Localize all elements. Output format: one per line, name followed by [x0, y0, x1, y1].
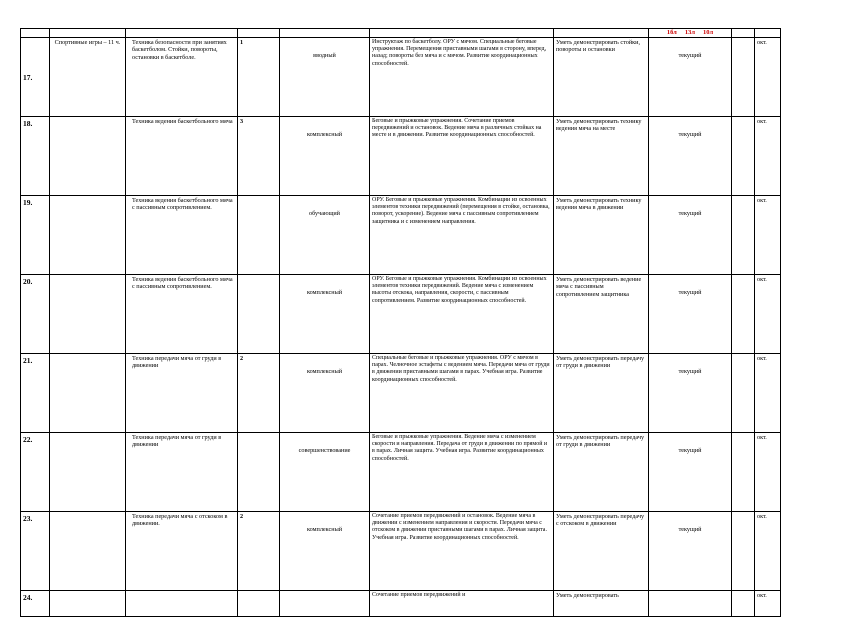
- table-row: [21, 591, 781, 617]
- skills-cell: Уметь демонстрировать технику ведения мяча на месте: [554, 117, 649, 196]
- topic-cell: Техника безопасности при занятиях баскетболом. Стойки, повороты, остановки в баскетболе.: [126, 38, 238, 117]
- table-row: [21, 38, 781, 117]
- topic-cell: Техника ведения баскетбольного мяча: [126, 117, 238, 196]
- skills-cell: Уметь демонстрировать ведение мяча с пассивным сопротивлением защитника: [554, 275, 649, 354]
- date-cell: окт.: [755, 117, 781, 196]
- grade-marks: [649, 29, 732, 38]
- date-cell: окт.: [755, 433, 781, 512]
- row-number: 20.: [21, 275, 50, 354]
- row-number: 24.: [21, 591, 50, 617]
- hours-cell: [238, 591, 280, 617]
- lesson-type-cell: вводный: [280, 38, 370, 117]
- topic-cell: Техника передачи мяча от груди в движении: [126, 433, 238, 512]
- lesson-type-cell: комплексный: [280, 512, 370, 591]
- control-type-cell: текущий: [649, 275, 732, 354]
- skills-cell: Уметь демонстрировать передачу от груди в движении: [554, 433, 649, 512]
- row-number: 17.: [21, 38, 50, 117]
- section-cell: [50, 275, 126, 354]
- content-cell: Беговые и прыжковые упражнения. Сочетание приемов передвижений и остановок. Ведение мяча в различных стойках на месте и в движении. Развитие координационных способностей.: [370, 117, 554, 196]
- skills-cell: Уметь демонстрировать технику ведения мяча в движении: [554, 196, 649, 275]
- empty-cell: [732, 354, 755, 433]
- topic-cell: Техника ведения баскетбольного мяча с пассивным сопротивлением.: [126, 275, 238, 354]
- empty-cell: [732, 117, 755, 196]
- section-cell: Спортивные игры – 11 ч.: [50, 38, 126, 117]
- section-cell: [50, 354, 126, 433]
- control-type-cell: текущий: [649, 354, 732, 433]
- control-type-cell: текущий: [649, 196, 732, 275]
- date-cell: окт.: [755, 591, 781, 617]
- table-row: [21, 433, 781, 512]
- empty-cell: [732, 196, 755, 275]
- row-number: 18.: [21, 117, 50, 196]
- lesson-type-cell: комплексный: [280, 354, 370, 433]
- lesson-plan-table: [20, 28, 781, 617]
- topic-cell: Техника ведения баскетбольного мяча с пассивным сопротивлением.: [126, 196, 238, 275]
- date-cell: окт.: [755, 196, 781, 275]
- content-cell: ОРУ. Беговые и прыжковые упражнения. Комбинации из освоенных элементов техники передвижений (перемещения в стойке, остановка, поворот, ускорение). Ведение мяча с пассивным сопротивлением защитника и с изменением направления.: [370, 196, 554, 275]
- section-cell: [50, 196, 126, 275]
- section-cell: [50, 591, 126, 617]
- content-cell: Беговые и прыжковые упражнения. Ведение мяча с изменением скорости и направления. Передача от груди в движении по прямой и в парах. Личная защита. Учебная игра. Развитие координационных способностей.: [370, 433, 554, 512]
- content-cell: ОРУ. Беговые и прыжковые упражнения. Комбинации из освоенных элементов техники передвижений. Ведение мяча с изменением высоты отскока, направления, скорости, с пассивным сопротивлением. Развитие координационных способностей.: [370, 275, 554, 354]
- control-type-cell: текущий: [649, 512, 732, 591]
- lesson-type-cell: совершенствование: [280, 433, 370, 512]
- empty-cell: [732, 433, 755, 512]
- skills-cell: Уметь демонстрировать стойки, повороты и остановки: [554, 38, 649, 117]
- content-cell: Инструктаж по баскетболу. ОРУ с мячом. Специальные беговые упражнения. Перемещения приставными шагами в сторону, вперед, назад; повороты без мяча и с мячом. Развитие координационных способностей.: [370, 38, 554, 117]
- hours-cell: 1: [238, 38, 280, 117]
- mark-2: 13л: [684, 29, 695, 36]
- hours-cell: [238, 275, 280, 354]
- date-cell: окт.: [755, 354, 781, 433]
- mark-3: 10л: [703, 29, 714, 36]
- lesson-type-cell: комплексный: [280, 275, 370, 354]
- lesson-type-cell: [280, 591, 370, 617]
- date-cell: окт.: [755, 275, 781, 354]
- row-number: 21.: [21, 354, 50, 433]
- header-row: [21, 29, 781, 38]
- date-cell: окт.: [755, 512, 781, 591]
- empty-cell: [732, 38, 755, 117]
- table-row: [21, 196, 781, 275]
- hours-cell: [238, 196, 280, 275]
- topic-cell: [126, 591, 238, 617]
- section-cell: [50, 433, 126, 512]
- empty-cell: [732, 275, 755, 354]
- content-cell: Сочетание приемов передвижений и: [370, 591, 554, 617]
- empty-cell: [732, 512, 755, 591]
- control-type-cell: [649, 591, 732, 617]
- lesson-type-cell: комплексный: [280, 117, 370, 196]
- hours-cell: 2: [238, 354, 280, 433]
- section-cell: [50, 117, 126, 196]
- row-number: 22.: [21, 433, 50, 512]
- hours-cell: [238, 433, 280, 512]
- hours-cell: 2: [238, 512, 280, 591]
- table-row: [21, 275, 781, 354]
- hours-cell: 3: [238, 117, 280, 196]
- control-type-cell: текущий: [649, 433, 732, 512]
- table-row: [21, 512, 781, 591]
- skills-cell: Уметь демонстрировать передачу с отскоком в движении: [554, 512, 649, 591]
- table-row: [21, 354, 781, 433]
- date-cell: окт.: [755, 38, 781, 117]
- mark-1: 1бл: [666, 29, 677, 36]
- topic-cell: Техника передачи мяча от груди в движении: [126, 354, 238, 433]
- control-type-cell: текущий: [649, 38, 732, 117]
- row-number: 19.: [21, 196, 50, 275]
- table-row: [21, 117, 781, 196]
- topic-cell: Техника передачи мяча с отскоком в движении.: [126, 512, 238, 591]
- lesson-type-cell: обучающий: [280, 196, 370, 275]
- content-cell: Сочетание приемов передвижений и остановок. Ведение мяча в движении с изменением направления и скорости. Передачи мяча с отскоком в движении приставными шагами в парах. Личная защита. Учебная игра. Развитие координационных способностей.: [370, 512, 554, 591]
- content-cell: Специальные беговые и прыжковые упражнения. ОРУ с мячом в парах. Челночное эстафеты с ведением мяча. Передачи мяча от груди в движении приставными шагами в парах. Учебная игра. Развитие координационных способностей.: [370, 354, 554, 433]
- section-cell: [50, 512, 126, 591]
- row-number: 23.: [21, 512, 50, 591]
- skills-cell: Уметь демонстрировать: [554, 591, 649, 617]
- skills-cell: Уметь демонстрировать передачу от груди в движении: [554, 354, 649, 433]
- control-type-cell: текущий: [649, 117, 732, 196]
- empty-cell: [732, 591, 755, 617]
